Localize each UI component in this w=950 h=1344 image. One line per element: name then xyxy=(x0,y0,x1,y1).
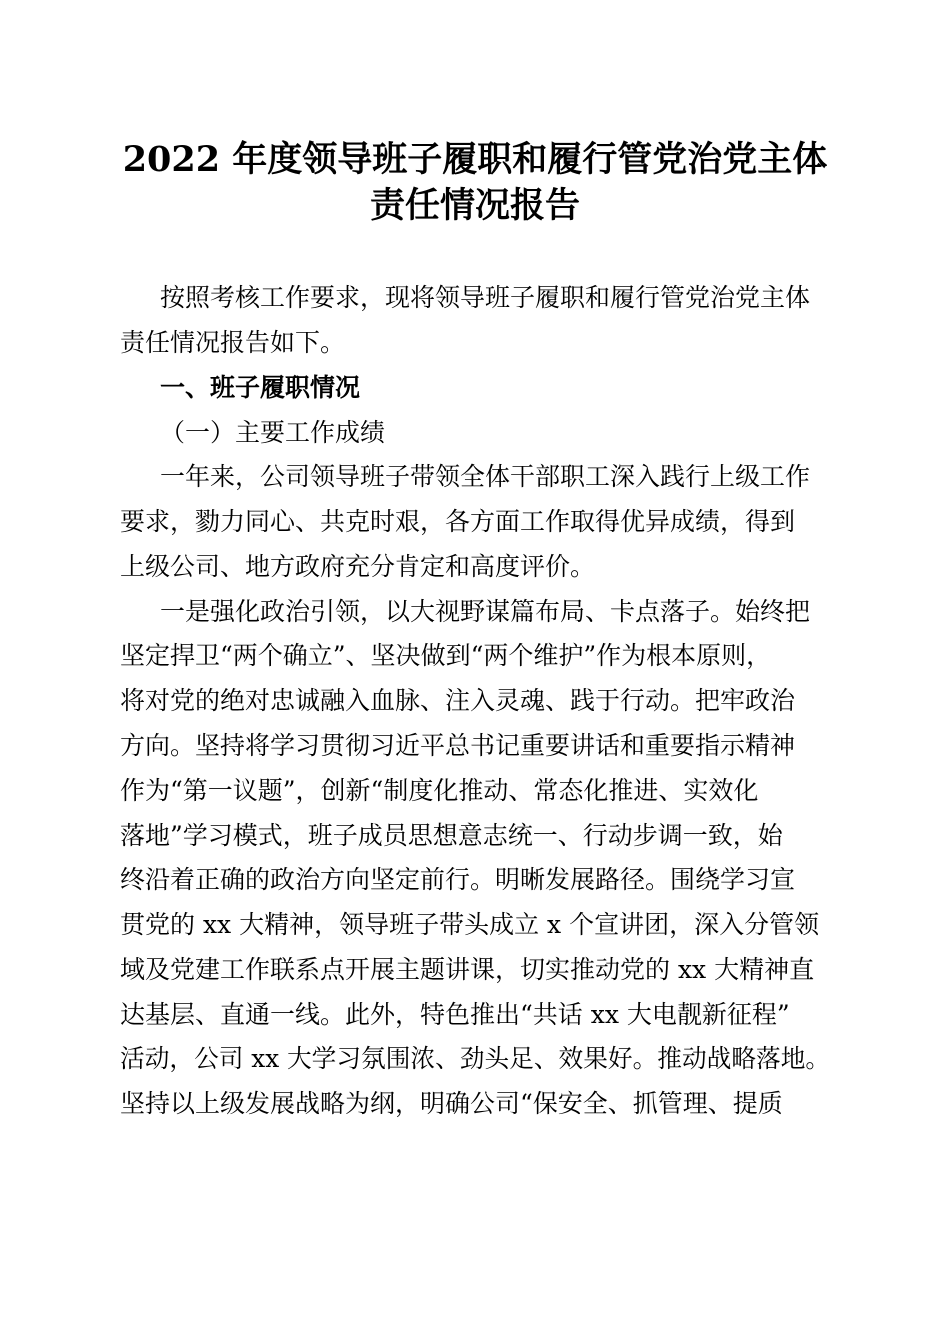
paragraph-line: 坚持以上级发展战略为纲，明确公司“保安全、抓管理、提质 xyxy=(120,1089,783,1118)
paragraph-line: 要求，勠力同心、共克时艰，各方面工作取得优异成绩，得到 xyxy=(120,507,796,536)
paragraph-line: 作为“第一议题”，创新“制度化推动、常态化推进、实效化 xyxy=(120,776,759,805)
paragraph-line: 一是强化政治引领，以大视野谋篇布局、卡点落子。始终把 xyxy=(160,597,811,626)
subsection-heading: （一）主要工作成绩 xyxy=(160,418,386,447)
paragraph-line: 一年来，公司领导班子带领全体干部职工深入践行上级工作 xyxy=(160,462,811,491)
paragraph-line: 活动，公司 xx 大学习氛围浓、劲头足、效果好。推动战略落地。 xyxy=(120,1044,831,1073)
document-title-line-2: 责任情况报告 xyxy=(369,185,580,226)
paragraph-line: 责任情况报告如下。 xyxy=(120,328,346,357)
paragraph-line: 坚定捍卫“两个确立”、坚决做到“两个维护”作为根本原则， xyxy=(120,641,772,670)
section-heading: 一、班子履职情况 xyxy=(160,373,361,402)
paragraph-line: 贯党的 xx 大精神，领导班子带头成立 x 个宣讲团，深入分管领 xyxy=(120,910,820,939)
paragraph-line: 按照考核工作要求，现将领导班子履职和履行管党治党主体 xyxy=(160,283,811,312)
paragraph-line: 达基层、直通一线。此外，特色推出“共话 xx 大电靓新征程” xyxy=(120,1000,790,1029)
document-title-line-1: 2022 年度领导班子履职和履行管党治党主体 xyxy=(122,139,828,180)
paragraph-line: 落地”学习模式，班子成员思想意志统一、行动步调一致，始 xyxy=(120,821,783,850)
paragraph-line: 终沿着正确的政治方向坚定前行。明晰发展路径。围绕学习宣 xyxy=(120,865,796,894)
paragraph-line: 将对党的绝对忠诚融入血脉、注入灵魂、践于行动。把牢政治 xyxy=(120,686,796,715)
paragraph-line: 上级公司、地方政府充分肯定和高度评价。 xyxy=(120,552,596,581)
paragraph-line: 方向。坚持将学习贯彻习近平总书记重要讲话和重要指示精神 xyxy=(120,731,796,760)
paragraph-line: 域及党建工作联系点开展主题讲课，切实推动党的 xx 大精神直 xyxy=(120,955,815,984)
